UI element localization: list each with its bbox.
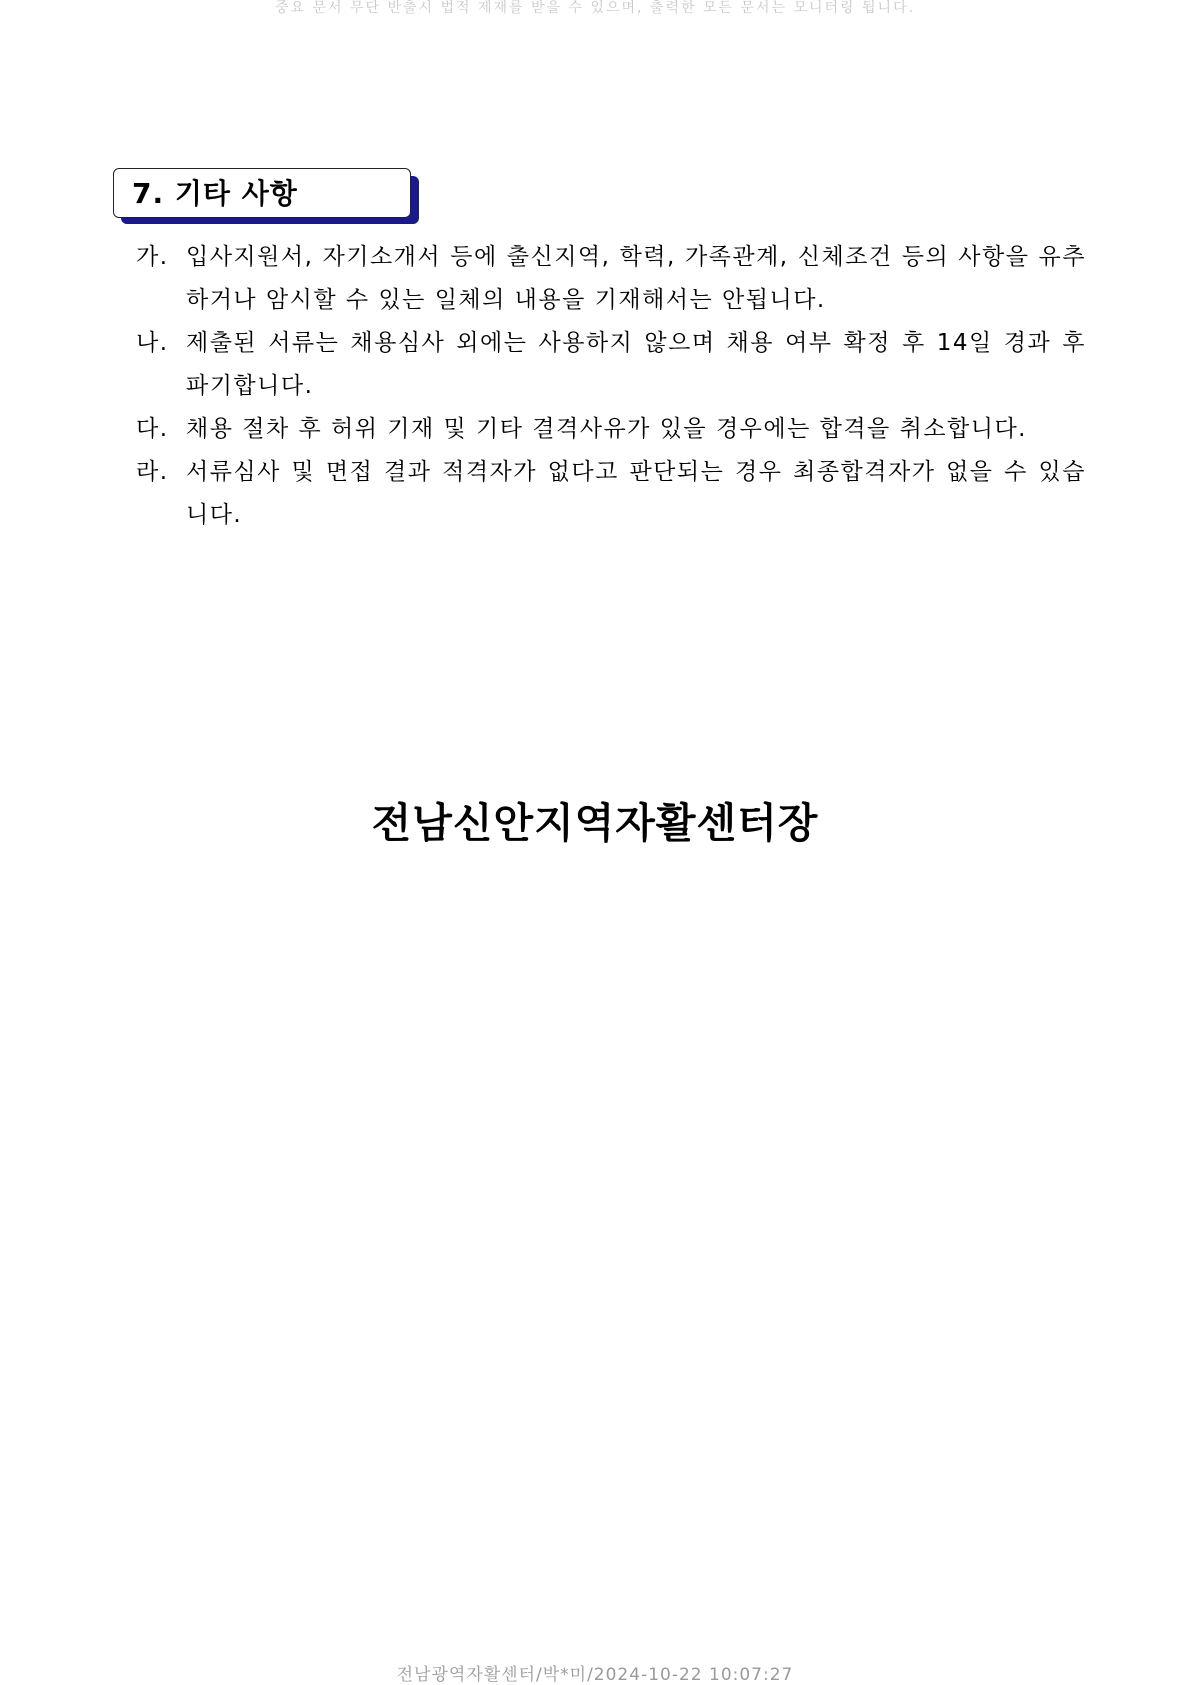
print-footer: 전남광역자활센터/박*미/2024-10-22 10:07:27	[396, 1665, 794, 1685]
list-item	[136, 451, 1086, 537]
list-item-mark: 다.	[136, 416, 169, 442]
list-item	[136, 408, 1086, 451]
list-item-text: 제출된 서류는 채용심사 외에는 사용하지 않으며 채용 여부 확정 후 14일 경과 후 파기합니다.	[186, 330, 1086, 399]
list-item	[136, 236, 1086, 322]
list-item	[136, 322, 1086, 408]
watermark-notice: 중요 문서 무단 반출시 법적 제재를 받을 수 있으며, 출력한 모든 문서는 모니터링 됩니다.	[274, 0, 916, 16]
notice-list	[136, 236, 1086, 537]
section-title: 7. 기타 사항	[132, 177, 298, 210]
section-header	[113, 168, 419, 224]
list-item-text: 서류심사 및 면접 결과 적격자가 없다고 판단되는 경우 최종합격자가 없을 수 있습니다.	[186, 459, 1086, 528]
list-item-mark: 가.	[136, 244, 169, 270]
list-item-mark: 라.	[136, 459, 169, 485]
list-item-text: 채용 절차 후 허위 기재 및 기타 결격사유가 있을 경우에는 합격을 취소합니다.	[186, 416, 1027, 442]
list-item-text: 입사지원서, 자기소개서 등에 출신지역, 학력, 가족관계, 신체조건 등의 사항을 유추하거나 암시할 수 있는 일체의 내용을 기재해서는 안됩니다.	[186, 244, 1086, 313]
list-item-mark: 나.	[136, 330, 169, 356]
organization-signature: 전남신안지역자활센터장	[371, 799, 819, 847]
section-header-box	[113, 168, 411, 218]
